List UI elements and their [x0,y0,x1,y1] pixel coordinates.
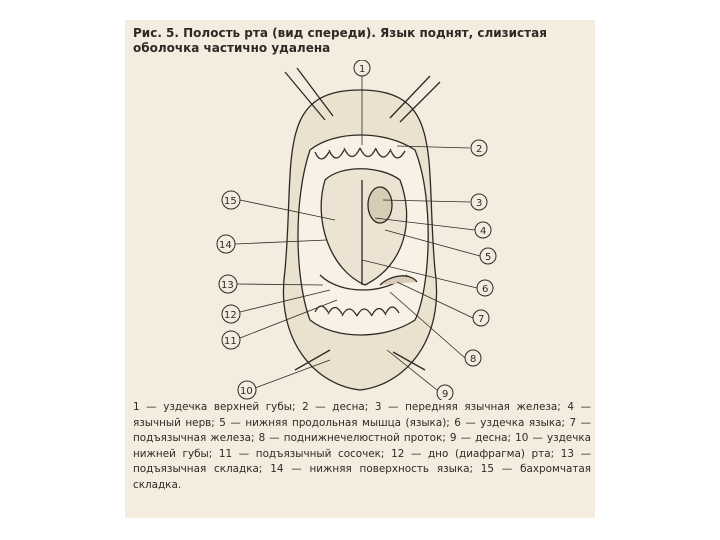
anterior-lingual-gland [368,187,392,223]
callout-13: 13 [221,280,234,291]
callout-14: 14 [219,240,232,251]
callout-15: 15 [224,196,237,207]
oral-cavity-illustration [125,60,595,400]
callout-2: 2 [476,144,483,155]
callout-7: 7 [478,314,485,325]
callout-3: 3 [476,198,483,209]
callout-8: 8 [470,354,477,365]
book-page [125,20,595,518]
callout-1: 1 [359,64,366,75]
callout-12: 12 [224,310,237,321]
callout-9: 9 [442,389,449,400]
callout-4: 4 [480,226,487,237]
callout-5: 5 [485,252,492,263]
callout-6: 6 [482,284,489,295]
figure-caption: Рис. 5. Полость рта (вид спереди). Язык поднят, слизистая оболочка частично удалена [133,26,547,55]
figure-legend: 1 — уздечка верхней губы; 2 — десна; 3 — передняя язычная железа; 4 — язычный нерв; 5 — нижняя продольная мышца (языка); 6 — уздечка языка; 7 — подъязычная железа; 8 — поднижнечелюстной проток; 9 — десна; 10 — уздечка нижней губы; 11 — подъязычный сосочек; 12 — дно (диафрагма) рта; 13 — подъязычная складка; 14 — нижняя поверхность языка; 15 — бахромчатая складка. [133,401,591,491]
callout-10: 10 [240,386,253,397]
callout-11: 11 [224,336,237,347]
